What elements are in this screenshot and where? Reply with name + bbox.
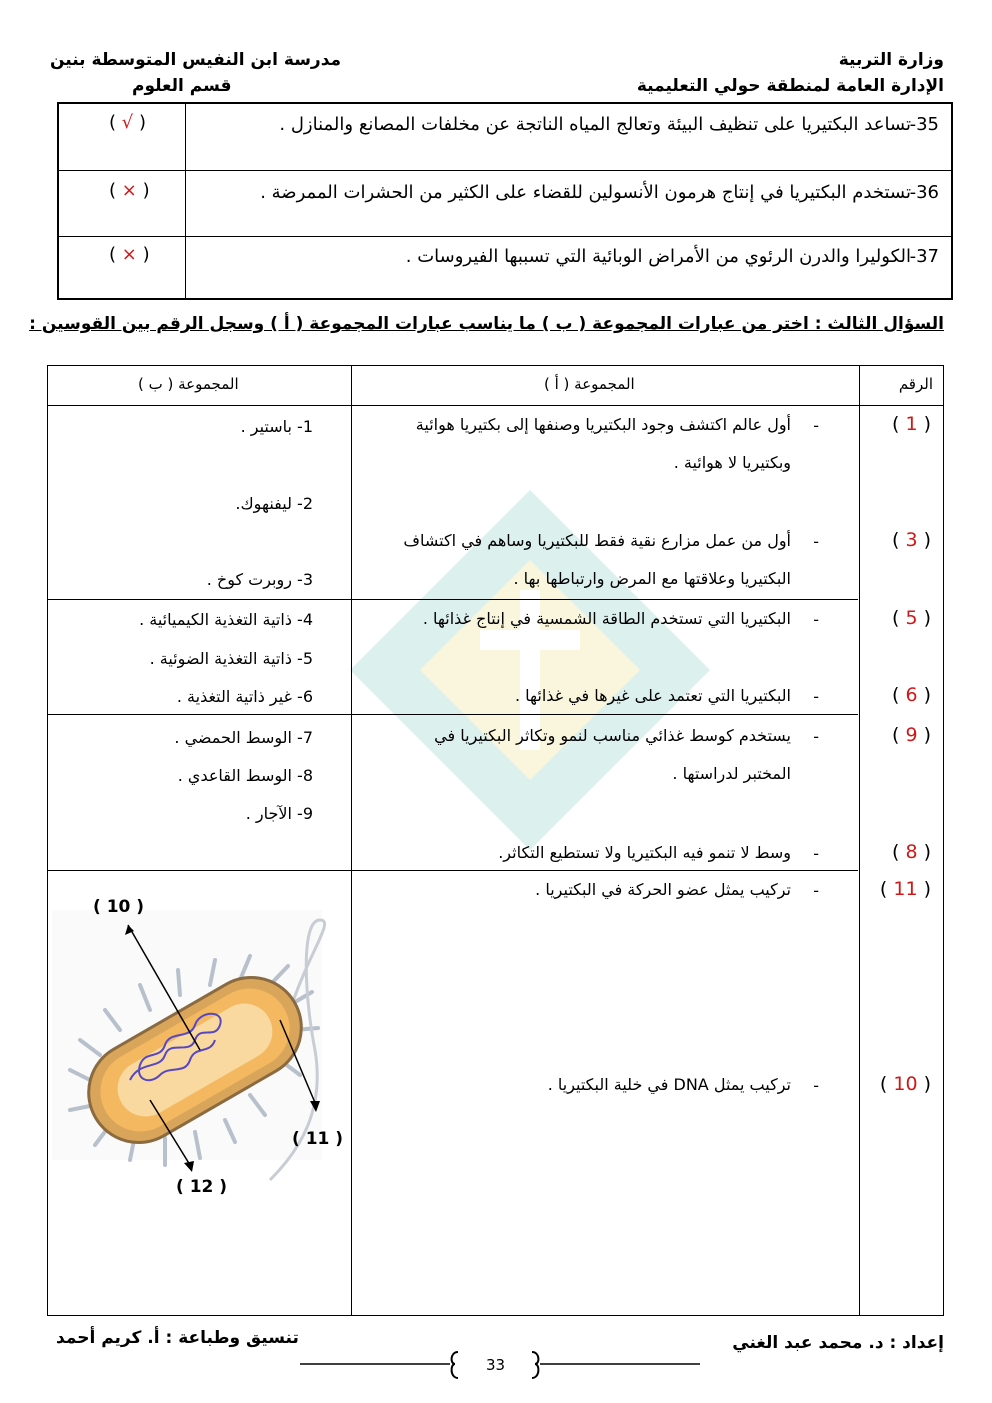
- answer-5: ( 9 ): [892, 724, 931, 746]
- table-row: [59, 236, 951, 300]
- check-mark: √: [121, 112, 134, 133]
- arrow-head: [184, 1161, 194, 1172]
- group-a-item: وسط لا تنمو فيه البكتيريا ولا تستطيع التكاثر.: [498, 843, 791, 862]
- bullet-dash: -: [813, 881, 819, 900]
- cross-mark: ×: [121, 244, 137, 265]
- group-b-item: 9- الآجار .: [245, 804, 313, 823]
- answer-3: ( 5 ): [892, 607, 931, 629]
- group-a-item: أول عالم اكتشف وجود البكتيريا وصنفها إلى بكتيريا هوائية وبكتيريا لا هوائية .: [415, 415, 791, 472]
- page-number: 33: [486, 1356, 506, 1374]
- column-divider: [351, 366, 352, 1315]
- group-a-item: البكتيريا التي تستخدم الطاقة الشمسية في إنتاج غذائها .: [422, 609, 791, 628]
- coordination-credit: تنسيق وطباعة : أ. كريم أحمد: [56, 1328, 299, 1348]
- answer-7: ( 11 ): [879, 878, 931, 900]
- bullet-dash: -: [813, 727, 819, 746]
- question-text: الكوليرا والدرن الرئوي من الأمراض الوبائية التي تسببها الفيروسات .: [405, 246, 911, 267]
- group-b-item: 2- ليفنهوك.: [235, 494, 313, 513]
- bullet-dash: -: [813, 687, 819, 706]
- answer-mark: ( × ): [109, 180, 150, 201]
- question-text: تستخدم البكتيريا في إنتاج هرمون الأنسولين للقضاء على الكثير من الحشرات الممرضة .: [260, 182, 911, 203]
- group-b-item: 8- الوسط القاعدي .: [177, 766, 313, 785]
- answer-mark: ( × ): [109, 244, 150, 265]
- question-3-title: السؤال الثالث : اختر من عبارات المجموعة ( ب ) ما يناسب عبارات المجموعة ( أ ) وسجل الرقم بين القوسين :: [29, 314, 944, 334]
- answer-2: ( 3 ): [892, 529, 931, 551]
- diagram-label-12: ( 12 ): [176, 1177, 228, 1197]
- header-number: الرقم: [898, 375, 933, 393]
- school-name: مدرسة ابن النفيس المتوسطة بنين: [50, 50, 342, 70]
- question-number: 35-: [909, 114, 939, 135]
- table-row: [59, 170, 951, 237]
- cross-mark: ×: [121, 180, 137, 201]
- answer-6: ( 8 ): [892, 841, 931, 863]
- group-b-item: 3- روبرت كوخ .: [206, 570, 313, 589]
- question-number: 36-: [909, 182, 939, 203]
- answer-1: ( 1 ): [892, 413, 931, 435]
- answer-mark: ( √ ): [109, 112, 146, 133]
- group-b-item: 6- غير ذاتية التغذية .: [176, 687, 313, 706]
- group-a-item: البكتيريا التي تعتمد على غيرها في غذائها .: [514, 686, 791, 705]
- diagram-label-11: ( 11 ): [292, 1129, 344, 1149]
- group-b-item: 7- الوسط الحمضي .: [174, 728, 313, 747]
- prepared-by: إعداد : د. محمد عبد الغني: [732, 1333, 944, 1353]
- column-divider: [859, 366, 860, 1315]
- bullet-dash: -: [813, 416, 819, 435]
- true-false-table: [57, 102, 953, 300]
- group-b-item: 5- ذاتية التغذية الضوئية .: [149, 649, 313, 668]
- bacteria-diagram: [50, 880, 350, 1200]
- bullet-dash: -: [813, 532, 819, 551]
- group-b-item: 1- باستير .: [240, 417, 313, 436]
- answer-4: ( 6 ): [892, 684, 931, 706]
- table-row: [59, 104, 951, 171]
- group-a-item: تركيب يمثل عضو الحركة في البكتيريا .: [535, 880, 791, 899]
- bullet-dash: -: [813, 844, 819, 863]
- ministry-title: وزارة التربية: [838, 50, 944, 70]
- bullet-dash: -: [813, 1076, 819, 1095]
- directorate-title: الإدارة العامة لمنطقة حولي التعليمية: [636, 76, 944, 96]
- group-a-item: يستخدم كوسط غذائي مناسب لنمو وتكاثر البكتيريا في المختبر لدراستها .: [434, 726, 791, 783]
- group-b-item: 4- ذاتية التغذية الكيميائية .: [139, 610, 313, 629]
- department-name: قسم العلوم: [132, 76, 232, 96]
- header-group-a: المجموعة ( أ ): [544, 375, 635, 393]
- diagram-label-10: ( 10 ): [93, 897, 145, 917]
- question-number: 37-: [909, 246, 939, 267]
- bullet-dash: -: [813, 610, 819, 629]
- group-a-item: أول من عمل مزارع نقية فقط للبكتيريا وساهم في اكتشاف البكتيريا وعلاقتها مع المرض وارتباطها بها .: [403, 531, 791, 588]
- answer-8: ( 10 ): [879, 1073, 931, 1095]
- question-text: تساعد البكتيريا على تنظيف البيئة وتعالج المياه الناتجة عن مخلفات المصانع والمنازل .: [279, 114, 911, 135]
- group-a-item: تركيب يمثل DNA في خلية البكتيريا .: [547, 1075, 791, 1094]
- header-group-b: المجموعة ( ب ): [138, 375, 239, 393]
